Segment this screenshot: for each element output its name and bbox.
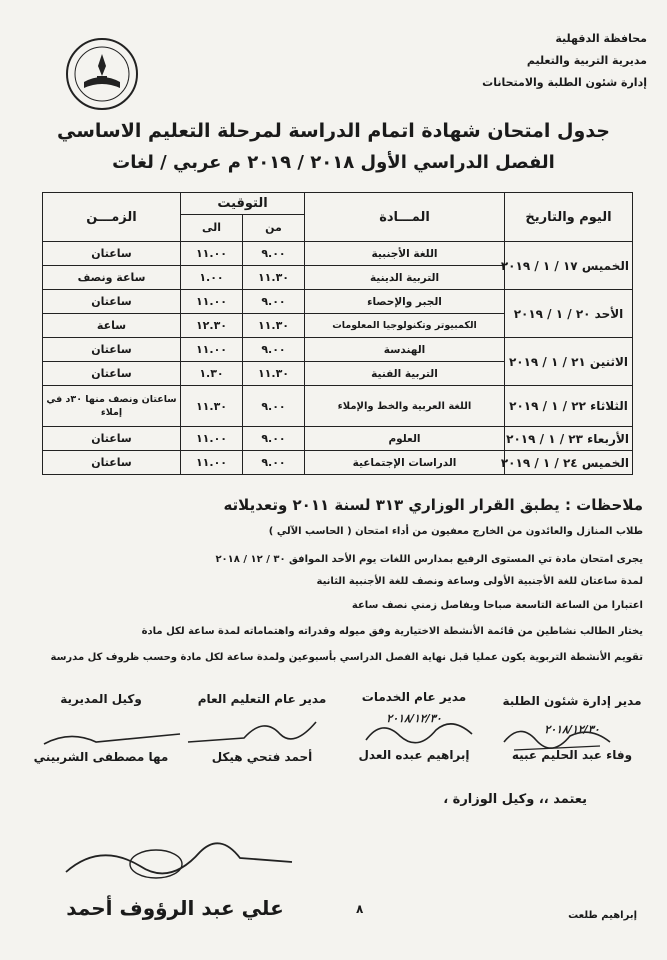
header-timing: التوقيت — [181, 193, 305, 215]
header-day: اليوم والتاريخ — [505, 193, 633, 242]
document-title: جدول امتحان شهادة اتمام الدراسة لمرحلة التعليم الاساسي — [57, 120, 610, 142]
to-cell: ١.٠٠ — [181, 266, 243, 290]
signature-date: ٢٠١٨/١٢/٣٠ — [386, 712, 442, 725]
note-line: تقويم الأنشطة التربوية يكون عمليا قبل نهاية الفصل الدراسي بأسبوعين ولمدة ساعة لكل مادة وحسب ظروف كل مدرسة — [50, 652, 643, 663]
subject-cell: التربية الفنية — [305, 362, 505, 386]
duration-cell: ساعتان — [43, 290, 181, 314]
handwritten-signature — [40, 720, 190, 756]
signature-name: إبراهيم عبده العدل — [358, 748, 470, 762]
signature-name: وفاء عبد الحليم عبيه — [511, 748, 633, 762]
from-cell: ٩.٠٠ — [243, 290, 305, 314]
page-number: ٨ — [356, 902, 364, 916]
to-cell: ١١.٣٠ — [181, 386, 243, 427]
note-line: اعتبارا من الساعة التاسعة صباحا وبفاصل زمني نصف ساعة — [351, 600, 643, 611]
from-cell: ١١.٣٠ — [243, 314, 305, 338]
day-cell: الأربعاء ٢٣ / ١ / ٢٠١٩ — [505, 427, 633, 451]
day-cell: الثلاثاء ٢٢ / ١ / ٢٠١٩ — [505, 386, 633, 427]
duration-cell: ساعة — [43, 314, 181, 338]
from-cell: ١١.٣٠ — [243, 266, 305, 290]
to-cell: ١٢.٣٠ — [181, 314, 243, 338]
subject-cell: الهندسة — [305, 338, 505, 362]
header-duration: الزمـــن — [43, 193, 181, 242]
table-row — [43, 338, 633, 362]
signature-name: أحمد فتحي هيكل — [211, 750, 313, 764]
table-row — [43, 290, 633, 314]
duration-cell: ساعتان — [43, 451, 181, 475]
duration-cell: ساعة ونصف — [43, 266, 181, 290]
to-cell: ١١.٠٠ — [181, 338, 243, 362]
to-cell: ١١.٠٠ — [181, 242, 243, 266]
from-cell: ٩.٠٠ — [243, 242, 305, 266]
to-cell: ١١.٠٠ — [181, 290, 243, 314]
directorate-label: مديرية التربية والتعليم — [526, 54, 647, 67]
duration-cell: ساعتان — [43, 427, 181, 451]
governorate-label: محافظة الدقهلية — [555, 32, 647, 45]
department-label: إدارة شئون الطلبة والامتحانات — [482, 76, 647, 89]
handwritten-signature — [184, 712, 324, 752]
typist-name: إبراهيم طلعت — [568, 910, 637, 921]
ministry-logo — [64, 36, 140, 112]
header-block — [467, 28, 647, 94]
handwritten-signature — [60, 822, 300, 892]
from-cell: ٩.٠٠ — [243, 427, 305, 451]
header-from: من — [243, 214, 305, 241]
exam-schedule-table — [42, 192, 633, 475]
approval-label: يعتمد ،، وكيل الوزارة ، — [443, 792, 587, 807]
subject-cell: الكمبيوتر وتكنولوجيا المعلومات — [305, 314, 505, 338]
duration-cell: ساعتان ونصف منها ٣٠د في إملاء — [43, 386, 181, 427]
from-cell: ١١.٣٠ — [243, 362, 305, 386]
duration-cell: ساعتان — [43, 338, 181, 362]
signature-title: مدير إدارة شئون الطلبة — [502, 694, 642, 708]
table-row — [43, 451, 633, 475]
table-row — [43, 427, 633, 451]
table-row — [43, 386, 633, 427]
signature-name: مها مصطفى الشربيني — [33, 750, 169, 764]
subject-cell: الدراسات الإجتماعية — [305, 451, 505, 475]
day-cell: الخميس ٢٤ / ١ / ٢٠١٩ — [505, 451, 633, 475]
minister-name: علي عبد الرؤوف أحمد — [66, 896, 284, 920]
signature-title: وكيل المديرية — [60, 692, 142, 706]
header-subject: المـــادة — [305, 193, 505, 242]
note-line: يجرى امتحان مادة تي المستوى الرفيع بمدارس اللغات يوم الأحد الموافق ٣٠ / ١٢ / ٢٠١٨ — [215, 554, 643, 565]
document-subtitle: الفصل الدراسي الأول ٢٠١٨ / ٢٠١٩ م عربي / لغات — [112, 152, 555, 173]
subject-cell: التربية الدينية — [305, 266, 505, 290]
day-cell: الاثنين ٢١ / ١ / ٢٠١٩ — [505, 338, 633, 386]
table-row — [43, 242, 633, 266]
duration-cell: ساعتان — [43, 362, 181, 386]
handwritten-signature — [500, 712, 620, 758]
notes-heading: ملاحظات : يطبق القرار الوزاري ٣١٣ لسنة ٢٠١١ وتعديلاته — [223, 496, 643, 514]
signature-date: ٢٠١٨/١٢/٣٠ — [544, 723, 600, 736]
day-cell: الخميس ١٧ / ١ / ٢٠١٩ — [505, 242, 633, 290]
to-cell: ١١.٠٠ — [181, 427, 243, 451]
signature-title: مدير عام التعليم العام — [197, 692, 327, 706]
note-line: لمدة ساعتان للغة الأجنبية الأولى وساعة ونصف للغة الأجنبية الثانية — [316, 576, 643, 587]
duration-cell: ساعتان — [43, 242, 181, 266]
to-cell: ١.٣٠ — [181, 362, 243, 386]
note-line: طلاب المنازل والعائدون من الخارج معفيون من أداء امتحان ( الحاسب الآلي ) — [268, 526, 643, 537]
signature-title: مدير عام الخدمات — [361, 690, 467, 704]
day-cell: الأحد ٢٠ / ١ / ٢٠١٩ — [505, 290, 633, 338]
subject-cell: الجبر والإحصاء — [305, 290, 505, 314]
subject-cell: اللغة العربية والخط والإملاء — [305, 386, 505, 427]
to-cell: ١١.٠٠ — [181, 451, 243, 475]
from-cell: ٩.٠٠ — [243, 338, 305, 362]
subject-cell: اللغة الأجنبية — [305, 242, 505, 266]
header-to: الى — [181, 214, 243, 241]
handwritten-signature — [360, 712, 480, 752]
table-header-row — [43, 193, 633, 215]
note-line: يختار الطالب نشاطين من قائمة الأنشطة الاختيارية وفق ميوله وقدراته واهتماماته لمدة ساعة لكل مادة — [141, 626, 643, 637]
from-cell: ٩.٠٠ — [243, 451, 305, 475]
subject-cell: العلوم — [305, 427, 505, 451]
from-cell: ٩.٠٠ — [243, 386, 305, 427]
